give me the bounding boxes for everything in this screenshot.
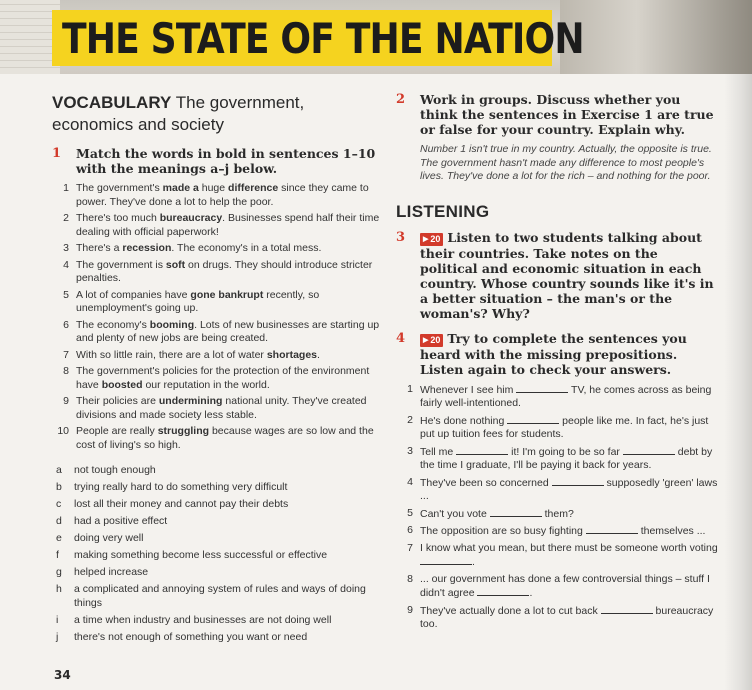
answer-blank[interactable] xyxy=(516,383,568,393)
exercise-instruction-text: Try to complete the sentences you heard with the missing prepositions. Listen again to check your answers. xyxy=(420,330,687,377)
item-number: 6 xyxy=(407,524,413,536)
sentence-item xyxy=(52,182,382,209)
text-run: themselves ... xyxy=(637,525,706,537)
item-text xyxy=(420,507,718,522)
definition-text: had a positive effect xyxy=(74,515,168,527)
text-run: The government's policies for the protection of the environment have xyxy=(76,365,370,391)
definition-letter: b xyxy=(56,481,62,493)
answer-blank[interactable] xyxy=(601,604,653,614)
answer-blank[interactable] xyxy=(477,586,529,596)
text-run: huge xyxy=(198,182,229,194)
sentence-item xyxy=(52,242,382,256)
bold-term: undermining xyxy=(158,395,223,407)
definition-text: there's not enough of something you want or need xyxy=(74,630,308,643)
exercise-1-definitions xyxy=(52,464,382,644)
text-run: The government's xyxy=(76,182,163,194)
item-number: 7 xyxy=(407,541,413,554)
item-number: 5 xyxy=(407,506,413,519)
answer-blank[interactable] xyxy=(490,507,542,517)
item-number: 1 xyxy=(63,182,69,194)
item-text xyxy=(76,425,382,452)
gap-fill-item xyxy=(396,414,718,442)
definition-letter: i xyxy=(56,613,59,626)
bold-term: gone bankrupt xyxy=(190,288,264,301)
definition-text: helped increase xyxy=(74,566,149,578)
text-run: it! I'm going to be so far xyxy=(508,445,623,458)
item-text xyxy=(420,383,718,411)
text-run: The economy's xyxy=(76,318,150,331)
text-run: With so little rain, there are a lot of water xyxy=(76,348,267,361)
gap-fill-item xyxy=(396,383,718,411)
definition-item xyxy=(52,498,382,512)
text-run: because wages are so low and the cost of living's so high. xyxy=(76,425,374,451)
definition-letter: c xyxy=(56,498,62,510)
definition-letter: h xyxy=(56,583,62,595)
binding-shadow xyxy=(724,74,752,690)
listening-heading: LISTENING xyxy=(396,201,490,221)
definition-text: trying really hard to do something very difficult xyxy=(74,481,288,493)
item-number: 6 xyxy=(63,318,69,331)
exercise-instruction xyxy=(420,230,718,321)
right-column xyxy=(396,92,718,635)
exercise-2 xyxy=(396,92,718,137)
definition-text: a complicated and annoying system of rules and ways of doing things xyxy=(74,583,366,609)
gap-fill-item xyxy=(396,507,718,522)
text-run: TV, he comes across as being fairly well-intentioned. xyxy=(420,383,712,409)
text-run: There's a xyxy=(76,242,123,254)
text-run: The government is xyxy=(76,258,166,271)
text-run: He's done nothing xyxy=(420,414,508,427)
definition-text: making something become less successful or effective xyxy=(74,549,328,561)
definition-item xyxy=(52,532,382,546)
text-run: Tell me xyxy=(420,445,457,458)
sentence-item xyxy=(52,365,382,392)
item-text xyxy=(76,289,382,316)
definition-item xyxy=(52,464,382,478)
text-run: They've actually done a lot to cut back xyxy=(420,604,601,617)
item-text xyxy=(76,259,382,286)
definition-letter: d xyxy=(56,515,62,527)
item-text xyxy=(420,604,718,632)
item-number: 5 xyxy=(63,288,69,301)
item-text xyxy=(76,319,382,346)
vocabulary-heading-rest: The government, economics and society xyxy=(52,93,305,134)
bold-term: difference xyxy=(228,182,279,194)
definition-item xyxy=(52,631,382,645)
item-text xyxy=(76,365,382,392)
item-number: 4 xyxy=(63,258,69,271)
track-number: 20 xyxy=(430,334,441,345)
item-text xyxy=(76,242,382,256)
item-number: 1 xyxy=(407,382,413,395)
text-run: . Businesses spend half their time dealing with official paperwork! xyxy=(76,212,380,238)
banner xyxy=(0,0,752,74)
item-number: 7 xyxy=(63,348,69,361)
text-run: them? xyxy=(541,507,574,520)
text-run: our reputation in the world. xyxy=(142,378,270,391)
definition-letter: g xyxy=(56,566,62,578)
audio-track-badge[interactable] xyxy=(420,233,443,246)
definition-item xyxy=(52,549,382,563)
item-text xyxy=(76,395,382,422)
item-number: 2 xyxy=(407,413,413,426)
bold-term: bureaucracy xyxy=(159,212,223,224)
exercise-number: 1 xyxy=(52,146,62,161)
item-text xyxy=(76,182,382,209)
item-number: 2 xyxy=(63,212,69,224)
sentence-item xyxy=(52,349,382,363)
text-run: people like me. In fact, he's just put up tuition fees for students. xyxy=(420,414,709,440)
vocabulary-heading xyxy=(52,92,382,136)
definition-letter: e xyxy=(56,532,62,544)
bold-term: boosted xyxy=(101,378,143,391)
text-run: supposedly 'green' laws ... xyxy=(420,476,718,502)
item-number: 4 xyxy=(407,475,413,488)
bold-term: struggling xyxy=(157,425,210,437)
sentence-item xyxy=(52,259,382,286)
text-run: . Lots of new businesses are starting up and plenty of new jobs are being created. xyxy=(76,318,380,344)
bold-term: recession xyxy=(122,242,172,254)
exercise-4 xyxy=(396,331,718,377)
item-text xyxy=(420,476,718,504)
gap-fill-item xyxy=(396,445,718,473)
banner-photo-right xyxy=(560,0,752,74)
item-text xyxy=(420,524,718,539)
exercise-1-sentences xyxy=(52,182,382,452)
text-run: People are really xyxy=(76,425,158,437)
banner-photo-left xyxy=(0,0,60,74)
sentence-item xyxy=(52,425,382,452)
text-run: . The economy's in a total mess. xyxy=(171,242,322,254)
example-answer: Number 1 isn't true in my country. Actually, the opposite is true. The government hasn't made any difference to most people's lives. They've done a lot for the rich – and nothing for the poor. xyxy=(420,143,712,182)
exercise-number: 3 xyxy=(396,229,406,245)
audio-track-badge[interactable] xyxy=(420,334,443,347)
bold-term: soft xyxy=(165,258,186,271)
item-number: 3 xyxy=(63,242,69,254)
page-title: THE STATE OF THE NATION xyxy=(62,13,584,63)
text-run: Their policies are xyxy=(76,395,159,407)
answer-blank[interactable] xyxy=(586,524,638,534)
sentence-item xyxy=(52,395,382,422)
item-number: 9 xyxy=(63,395,69,407)
definition-letter: a xyxy=(56,464,62,476)
definition-letter: f xyxy=(56,549,59,561)
text-run: ... our government has done a few controversial things – stuff I didn't agree xyxy=(420,572,710,599)
text-run: national unity. They've created divisions and made society less stable. xyxy=(76,395,367,421)
item-text xyxy=(420,542,718,570)
gap-fill-item xyxy=(396,604,718,632)
text-run: A lot of companies have xyxy=(76,288,191,301)
definition-text: not tough enough xyxy=(74,464,156,476)
answer-blank[interactable] xyxy=(420,555,472,565)
exercise-4-sentences xyxy=(396,383,718,632)
text-run: debt by the time I graduate, I'll be paying it back for years. xyxy=(420,445,713,471)
definition-item xyxy=(52,515,382,529)
text-run: recently, so unemployment's going up. xyxy=(76,288,320,314)
gap-fill-item xyxy=(396,476,718,504)
exercise-instruction: Match the words in bold in sentences 1–10 with the meanings a–j below. xyxy=(76,146,376,176)
exercise-instruction: Work in groups. Discuss whether you think the sentences in Exercise 1 are true or false for your country. Explain why. xyxy=(420,92,714,137)
item-number: 9 xyxy=(407,603,413,616)
item-text xyxy=(420,445,718,473)
play-icon: ▶ xyxy=(423,235,429,243)
definition-text: doing very well xyxy=(74,532,144,544)
definition-item xyxy=(52,566,382,580)
text-run: The opposition are so busy fighting xyxy=(420,525,586,537)
item-number: 8 xyxy=(407,572,413,585)
exercise-number: 2 xyxy=(396,92,406,107)
definition-item xyxy=(52,614,382,628)
text-run: They've been so concerned xyxy=(420,476,552,489)
text-run: . xyxy=(317,348,320,361)
item-text xyxy=(420,573,718,601)
sentence-item xyxy=(52,319,382,346)
text-run: bureaucracy too. xyxy=(420,604,714,630)
gap-fill-item xyxy=(396,573,718,601)
sentence-item xyxy=(52,289,382,316)
answer-blank[interactable] xyxy=(623,445,675,455)
bold-term: shortages xyxy=(266,348,318,361)
exercise-3 xyxy=(396,230,718,321)
answer-blank[interactable] xyxy=(456,445,508,455)
title-box xyxy=(52,10,584,66)
definition-text: lost all their money and cannot pay their debts xyxy=(74,498,289,510)
text-run: I know what you mean, but there must be someone worth voting xyxy=(420,541,718,554)
answer-blank[interactable] xyxy=(507,414,559,424)
text-run: Whenever I see him xyxy=(420,383,517,396)
page-number: 34 xyxy=(54,668,71,682)
track-number: 20 xyxy=(430,233,441,244)
text-run: . xyxy=(472,556,475,568)
item-number: 8 xyxy=(63,365,69,377)
definition-item xyxy=(52,583,382,610)
definition-text: a time when industry and businesses are not doing well xyxy=(74,613,332,626)
exercise-instruction xyxy=(420,331,718,377)
gap-fill-item xyxy=(396,542,718,570)
text-run: since they came to power. They've done a lot to help the poor. xyxy=(76,182,369,208)
play-icon: ▶ xyxy=(423,336,429,344)
text-run: There's too much xyxy=(76,212,160,224)
bold-term: booming xyxy=(149,318,195,331)
exercise-instruction-text: Listen to two students talking about their countries. Take notes on the political and economic situation in each country. Whose country sounds like it's in a better situation – the man's or the woman's? Why? xyxy=(420,229,714,321)
item-number: 10 xyxy=(57,425,69,437)
text-run: . xyxy=(529,587,533,599)
left-column xyxy=(52,92,382,648)
sentence-item xyxy=(52,212,382,239)
definition-item xyxy=(52,481,382,495)
exercise-number: 4 xyxy=(396,330,406,346)
text-run: Can't you vote xyxy=(420,507,490,520)
item-text xyxy=(76,212,382,239)
exercise-1 xyxy=(52,146,382,176)
bold-term: made a xyxy=(162,182,199,194)
answer-blank[interactable] xyxy=(552,476,604,486)
text-run: on drugs. They should introduce stricter penalties. xyxy=(76,258,373,284)
gap-fill-item xyxy=(396,524,718,539)
definition-letter: j xyxy=(56,630,59,643)
vocabulary-heading-bold: VOCABULARY xyxy=(52,93,172,112)
item-number: 3 xyxy=(407,444,413,457)
item-text xyxy=(76,349,382,363)
item-text xyxy=(420,414,718,442)
